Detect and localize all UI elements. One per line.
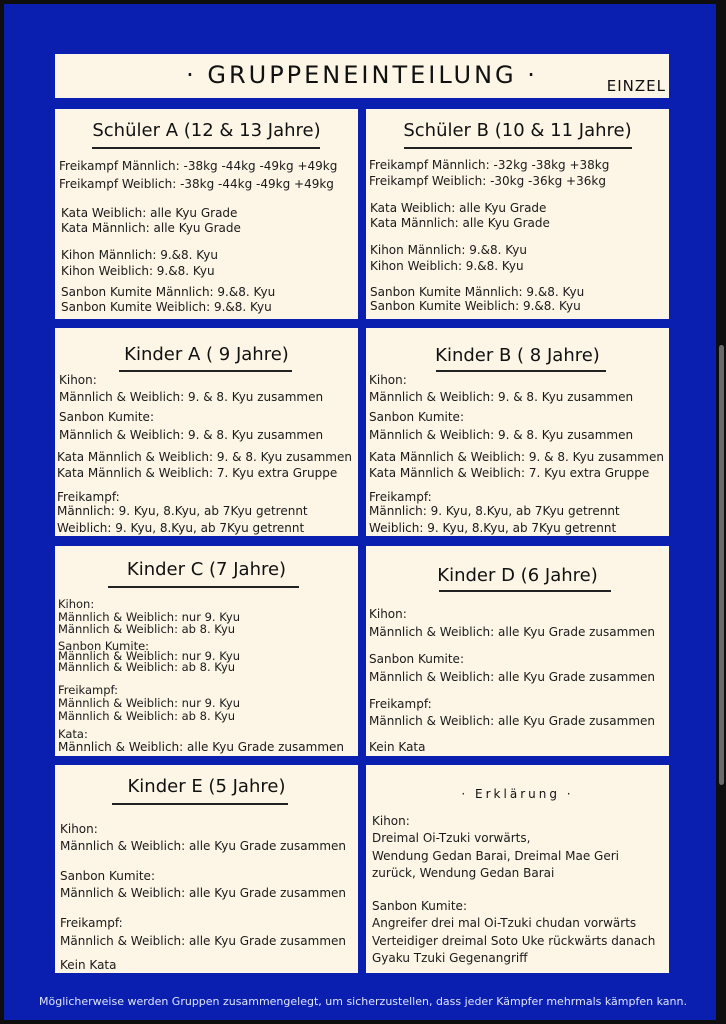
card-line: Männlich & Weiblich: alle Kyu Grade zusammen: [58, 740, 345, 754]
card-line: Männlich & Weiblich: nur 9. Kyu: [58, 610, 241, 624]
card-line: Kein Kata: [60, 958, 117, 972]
card-line: Kihon:: [59, 373, 97, 387]
card-line: Männlich & Weiblich: alle Kyu Grade zusammen: [60, 886, 347, 900]
card-line: Männlich: 9. Kyu, 8.Kyu, ab 7Kyu getrennt: [57, 504, 308, 518]
card-line: Sanbon Kumite:: [58, 639, 150, 653]
card-schueler-a: [55, 109, 358, 319]
card-line: Männlich & Weiblich: ab 8. Kyu: [58, 622, 236, 636]
header-banner: [55, 54, 669, 98]
card-line: Männlich & Weiblich: alle Kyu Grade zusammen: [60, 839, 347, 853]
card-line: Männlich & Weiblich: 9. & 8. Kyu zusammen: [369, 390, 634, 404]
card-line: Freikampf Männlich: -32kg -38kg +38kg: [369, 158, 610, 172]
card-line: Männlich & Weiblich: 9. & 8. Kyu zusammen: [59, 390, 324, 404]
card-line: Kihon Männlich: 9.&8. Kyu: [61, 248, 218, 262]
card-line: Männlich & Weiblich: ab 8. Kyu: [58, 660, 236, 674]
card-erklaerung: [366, 765, 669, 973]
card-line: Kihon:: [369, 607, 407, 621]
footer-note: Möglicherweise werden Gruppen zusammengelegt, um sicherzustellen, dass jeder Kämpfer mehrmals kämpfen kann.: [39, 995, 687, 1008]
card-line: Männlich & Weiblich: nur 9. Kyu: [58, 696, 241, 710]
card-line: Kihon:: [372, 814, 410, 828]
page-title: · GRUPPENEINTEILUNG ·: [186, 61, 538, 89]
title-underline: [112, 803, 288, 805]
card-title: Schüler B (10 & 11 Jahre): [403, 120, 632, 141]
card-line: Freikampf:: [369, 697, 432, 711]
card-line: Kata Männlich & Weiblich: 7. Kyu extra Gruppe: [369, 466, 650, 480]
card-line: Dreimal Oi-Tzuki vorwärts,: [372, 831, 531, 845]
card-line: Sanbon Kumite Weiblich: 9.&8. Kyu: [61, 300, 272, 314]
card-line: Männlich & Weiblich: alle Kyu Grade zusammen: [369, 670, 656, 684]
card-kinder-b: [366, 328, 669, 536]
card-kinder-a: [55, 328, 358, 536]
card-line: Sanbon Kumite Weiblich: 9.&8. Kyu: [370, 299, 581, 313]
card-line: Kata Männlich & Weiblich: 7. Kyu extra Gruppe: [57, 466, 338, 480]
title-underline: [119, 370, 292, 372]
card-title: Kinder E (5 Jahre): [127, 776, 286, 797]
card-line: Kihon Männlich: 9.&8. Kyu: [370, 243, 527, 257]
card-line: Sanbon Kumite:: [372, 899, 467, 913]
card-line: Gyaku Tzuki Gegenangriff: [372, 951, 528, 965]
scrollbar[interactable]: [716, 0, 726, 1024]
card-line: Sanbon Kumite:: [59, 410, 154, 424]
card-line: Kata Männlich: alle Kyu Grade: [370, 216, 550, 230]
card-line: Männlich & Weiblich: ab 8. Kyu: [58, 709, 236, 723]
card-line: Kata Männlich & Weiblich: 9. & 8. Kyu zusammen: [369, 450, 664, 464]
card-line: Kihon:: [58, 597, 95, 611]
card-title: · Erklärung ·: [461, 787, 574, 801]
card-line: Kihon Weiblich: 9.&8. Kyu: [370, 259, 524, 273]
card-line: Sanbon Kumite Männlich: 9.&8. Kyu: [61, 285, 276, 299]
card-line: Sanbon Kumite:: [369, 410, 464, 424]
card-line: Freikampf:: [58, 683, 119, 697]
card-line: zurück, Wendung Gedan Barai: [372, 866, 555, 880]
card-line: Weiblich: 9. Kyu, 8.Kyu, ab 7Kyu getrennt: [369, 521, 617, 535]
card-line: Verteidiger dreimal Soto Uke rückwärts danach: [372, 934, 656, 948]
card-line: Freikampf:: [369, 490, 432, 504]
card-kinder-e: [55, 765, 358, 973]
card-title: Kinder C (7 Jahre): [126, 559, 287, 580]
card-title: Kinder B ( 8 Jahre): [435, 345, 600, 366]
card-line: Sanbon Kumite:: [369, 652, 464, 666]
card-line: Männlich & Weiblich: alle Kyu Grade zusammen: [60, 934, 347, 948]
card-title: Schüler A (12 & 13 Jahre): [92, 120, 321, 141]
card-title: Kinder A ( 9 Jahre): [124, 344, 289, 365]
card-kinder-d: [366, 546, 669, 756]
card-kinder-c: [55, 546, 358, 756]
title-underline: [439, 590, 611, 592]
card-line: Angreifer drei mal Oi-Tzuki chudan vorwärts: [372, 916, 637, 930]
card-line: Kein Kata: [369, 740, 426, 754]
card-line: Freikampf:: [60, 916, 123, 930]
card-line: Männlich & Weiblich: alle Kyu Grade zusammen: [369, 714, 656, 728]
card-line: Kihon:: [60, 822, 98, 836]
card-line: Männlich & Weiblich: nur 9. Kyu: [58, 649, 241, 663]
card-line: Männlich: 9. Kyu, 8.Kyu, ab 7Kyu getrennt: [369, 504, 620, 518]
title-underline: [436, 370, 606, 372]
card-line: Kihon:: [369, 373, 407, 387]
title-underline: [92, 147, 320, 149]
title-underline: [108, 586, 299, 588]
card-line: Männlich & Weiblich: 9. & 8. Kyu zusammen: [59, 428, 324, 442]
card-line: Freikampf:: [57, 490, 120, 504]
card-line: Kata:: [58, 727, 88, 741]
card-line: Kata Weiblich: alle Kyu Grade: [61, 206, 238, 220]
card-line: Männlich & Weiblich: 9. & 8. Kyu zusammen: [369, 428, 634, 442]
card-line: Wendung Gedan Barai, Dreimal Mae Geri: [372, 849, 619, 863]
page-subtitle: EINZEL: [606, 77, 666, 95]
card-line: Freikampf Weiblich: -30kg -36kg +36kg: [369, 174, 606, 188]
title-underline: [404, 147, 632, 149]
card-line: Kihon Weiblich: 9.&8. Kyu: [61, 264, 215, 278]
card-line: Sanbon Kumite:: [60, 869, 155, 883]
card-line: Kata Weiblich: alle Kyu Grade: [370, 201, 547, 215]
card-schueler-b: [366, 109, 669, 319]
card-line: Freikampf Weiblich: -38kg -44kg -49kg +49kg: [59, 177, 334, 191]
scrollbar-thumb[interactable]: [719, 345, 724, 785]
card-line: Männlich & Weiblich: alle Kyu Grade zusammen: [369, 625, 656, 639]
card-line: Sanbon Kumite Männlich: 9.&8. Kyu: [370, 285, 585, 299]
card-line: Kata Männlich & Weiblich: 9. & 8. Kyu zusammen: [57, 450, 352, 464]
card-line: Weiblich: 9. Kyu, 8.Kyu, ab 7Kyu getrennt: [57, 521, 305, 535]
card-line: Freikampf Männlich: -38kg -44kg -49kg +49kg: [59, 159, 338, 173]
card-line: Kata Männlich: alle Kyu Grade: [61, 221, 241, 235]
card-title: Kinder D (6 Jahre): [437, 565, 598, 586]
